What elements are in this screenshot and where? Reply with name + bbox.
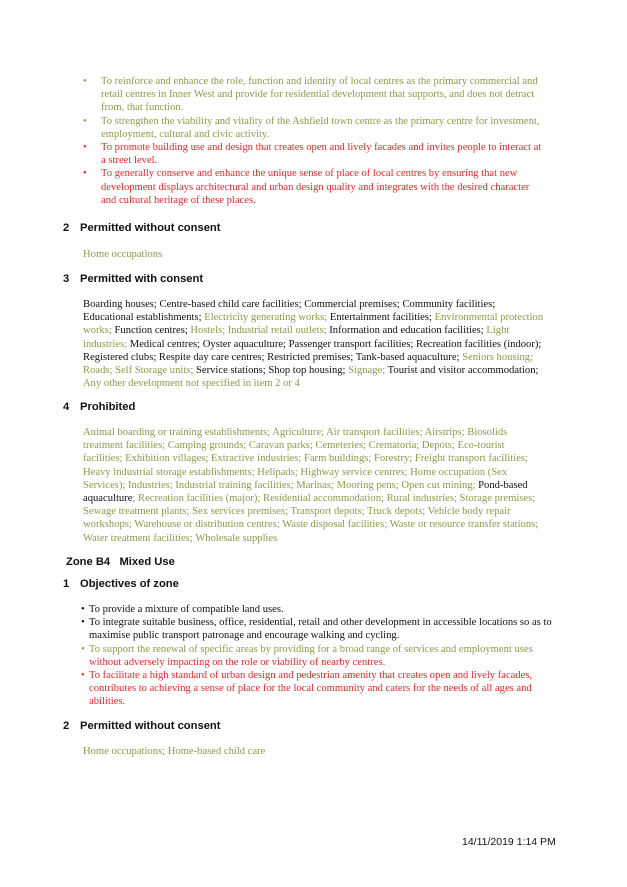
b4-objective-item — [81, 616, 553, 642]
text-run: ; Recreation facilities (major); Residential accommodation; Rural industries; Storage premises; Sewage treatment plants; Sex services premises; Transport depots; Truck depots; Vehicle body repair workshops; Warehouse or distribution centres; Waste disposal facilities; Waste or resource transfer stations; Water treatment facilities; Wholesale supplies — [83, 493, 539, 544]
objective-item — [83, 75, 545, 115]
prohibited-text — [83, 426, 545, 545]
bullet-icon: • — [81, 617, 85, 629]
permitted-with-consent-text — [83, 298, 545, 390]
text-run: Medical centres; Oyster aquaculture; Passenger transport facilities; Recreation facilities (indoor); Registered clubs; Respite day care centres; Restricted premises; Tank-based aquaculture; — [83, 338, 542, 363]
b4-objective-item — [81, 603, 553, 616]
section-heading-permitted-with-consent: 3 Permitted with consent — [63, 273, 204, 285]
objective-item — [83, 167, 545, 207]
b4-objective-text: without adversely impacting on the role or viability of nearby centres. — [89, 656, 386, 668]
bullet-icon: • — [81, 670, 85, 682]
text-run: Boarding houses; Centre-based child care facilities; Commercial premises; Community facilities; Educational establishments; — [83, 299, 496, 324]
bullet-icon: • — [83, 142, 87, 154]
permitted-without-consent-text: Home occupations — [83, 249, 163, 260]
footer-timestamp: 14/11/2019 1:14 PM — [462, 836, 556, 848]
objective-item — [83, 115, 545, 141]
text-run: Animal boarding or training establishments; Agriculture; Air transport facilities; Airstrips; Biosolids treatment facilities; Camping grounds; Caravan parks; Cemeteries; Crematoria; Depots; Eco-tourist facilities; Exhibition villages; Extractive industries; Farm buildings; Forestry; Freight transport facilities; Heavy industrial storage establishments; Helipads; Highway service centres; Home occupation (Sex Services); Industries; Industrial training facilities; Marinas; Mooring pens; Open cut mining; — [83, 427, 528, 491]
b4-objective-item — [81, 643, 553, 669]
bullet-icon: • — [83, 115, 87, 127]
b4-objectives-list — [81, 603, 553, 709]
bullet-icon: • — [81, 604, 85, 615]
bullet-icon: • — [81, 643, 85, 655]
text-run: Hostels; Industrial retail outlets; — [190, 325, 330, 337]
b4-objective-item — [81, 669, 553, 709]
zone-heading: Zone B4 Mixed Use — [66, 556, 175, 568]
text-run: Environmental protection works; — [83, 312, 544, 337]
objectives-list — [83, 75, 545, 207]
objective-text: To reinforce and enhance the role, function and identity of local centres as the primary commercial and retail centres in Inner West and provide for residential development that supports, and does not detract from, that function. — [101, 76, 538, 114]
text-run: Light industries; — [83, 325, 510, 350]
text-run: Function centres; — [114, 325, 191, 337]
b4-objective-text: To support the renewal of specific areas by providing for a broad range of services and employment uses — [89, 643, 533, 655]
text-run: Electricity generating works; — [204, 312, 330, 324]
section-heading-prohibited: 4 Prohibited — [63, 401, 136, 413]
text-run: Service stations; Shop top housing; — [196, 365, 349, 377]
objective-text: To strengthen the viability and vitality of the Ashfield town centre as the primary centre for investment, employment, cultural and civic activity. — [101, 115, 540, 140]
objective-item — [83, 141, 545, 167]
text-run: Signage; — [348, 365, 388, 377]
b4-objective-text: To provide a mixture of compatible land uses. — [89, 604, 284, 615]
text-run: Any other development not specified in item 2 or 4 — [83, 378, 300, 390]
text-run: Entertainment facilities; — [329, 312, 435, 324]
b4-objective-text: To integrate suitable business, office, residential, retail and other development in accessible locations so as to maximise public transport patronage and encourage walking and cycling. — [89, 617, 552, 642]
b4-objective-text: To facilitate a high standard of urban design and pedestrian amenity that creates open and lively facades, contributes to achieving a sense of place for the local community and caters for the needs of all ages and abilities. — [89, 670, 533, 708]
section-heading-permitted-without-consent: 2 Permitted without consent — [63, 222, 221, 234]
text-run: Pond-based aquaculture — [83, 479, 528, 505]
section-heading-objectives-of-zone: 1 Objectives of zone — [63, 578, 179, 590]
bullet-icon: • — [83, 168, 87, 180]
text-run: Tourist and visitor accommodation; — [387, 365, 539, 377]
bullet-icon: • — [83, 76, 87, 87]
section-heading-b4-permitted-without-consent: 2 Permitted without consent — [63, 720, 221, 732]
text-run: Seniors housing; Roads; Self Storage units; — [83, 351, 534, 377]
text-run: Information and education facilities; — [329, 325, 487, 337]
b4-permitted-without-consent-text: Home occupations; Home-based child care — [83, 746, 266, 757]
objective-text: To generally conserve and enhance the unique sense of place of local centres by ensuring that new development displays architectural and urban design quality and integrates with the desired character and cultural heritage of these places. — [101, 168, 530, 206]
objective-text: To promote building use and design that creates open and lively facades and invites people to interact at a street level. — [101, 142, 542, 167]
